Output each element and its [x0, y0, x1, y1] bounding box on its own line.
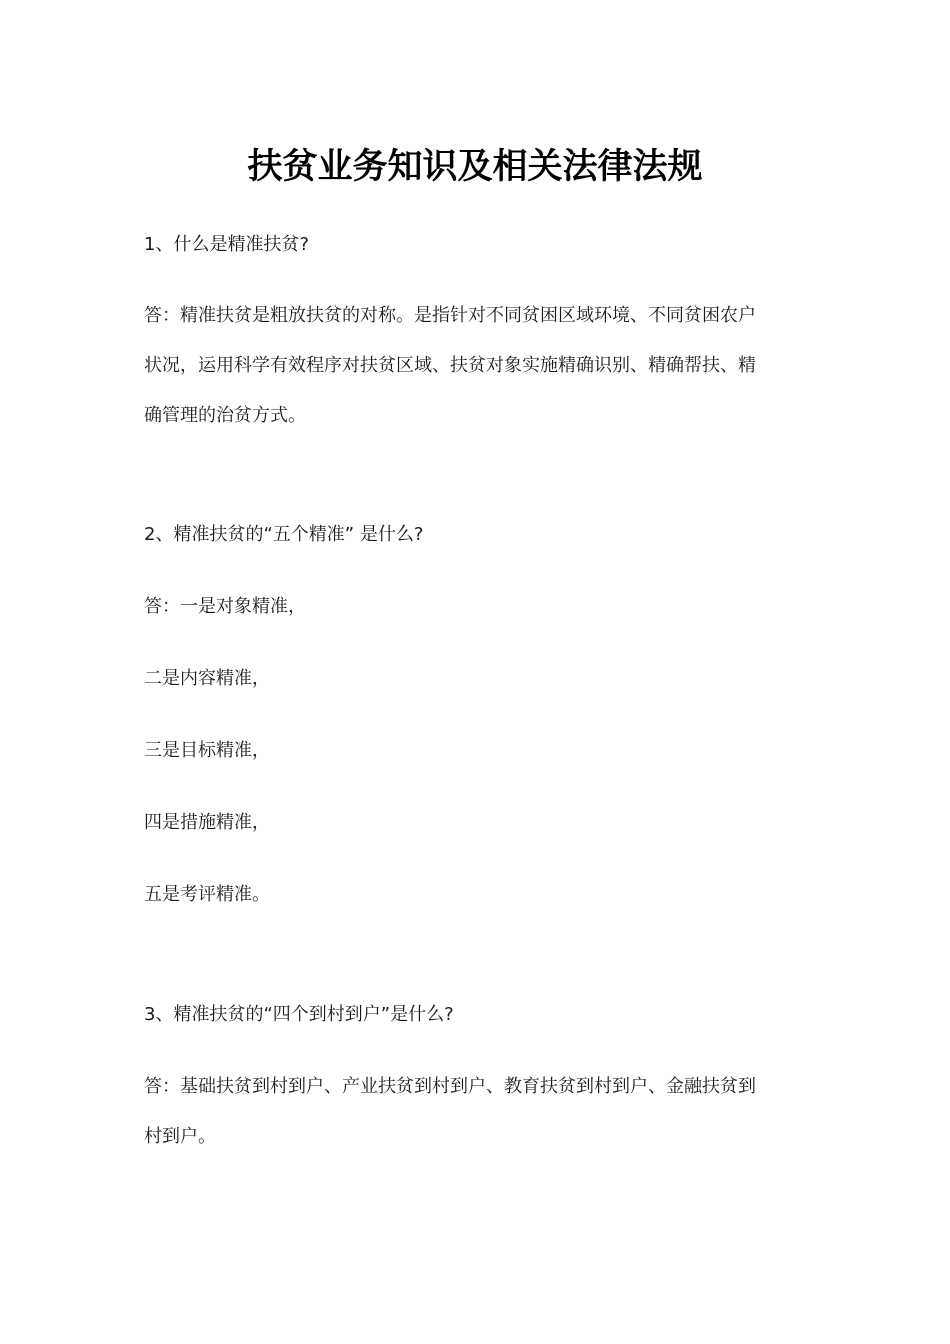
answer-1-line-3: 确管理的治贫方式。: [144, 405, 306, 426]
answer-2-line-1: 答：一是对象精准，: [144, 596, 306, 617]
answer-2-line-5: 五是考评精准。: [144, 884, 270, 905]
answer-1-line-1: 答：精准扶贫是粗放扶贫的对称。是指针对不同贫困区域环境、不同贫困农户: [144, 305, 756, 326]
answer-1-line-2: 状况，运用科学有效程序对扶贫区域、扶贫对象实施精确识别、精确帮扶、精: [144, 355, 756, 376]
answer-3-line-1: 答：基础扶贫到村到户、产业扶贫到村到户、教育扶贫到村到户、金融扶贫到: [144, 1076, 756, 1097]
answer-2-line-4: 四是措施精准，: [144, 812, 270, 833]
question-3: 3、精准扶贫的“四个到村到户”是什么?: [144, 1004, 454, 1025]
answer-3-line-2: 村到户。: [144, 1126, 216, 1147]
answer-2-line-2: 二是内容精准，: [144, 668, 270, 689]
question-1: 1、什么是精准扶贫?: [144, 234, 310, 255]
document-title: 扶贫业务知识及相关法律法规: [247, 146, 703, 187]
question-2: 2、精准扶贫的“五个精准” 是什么?: [144, 524, 424, 545]
answer-2-line-3: 三是目标精准，: [144, 740, 270, 761]
